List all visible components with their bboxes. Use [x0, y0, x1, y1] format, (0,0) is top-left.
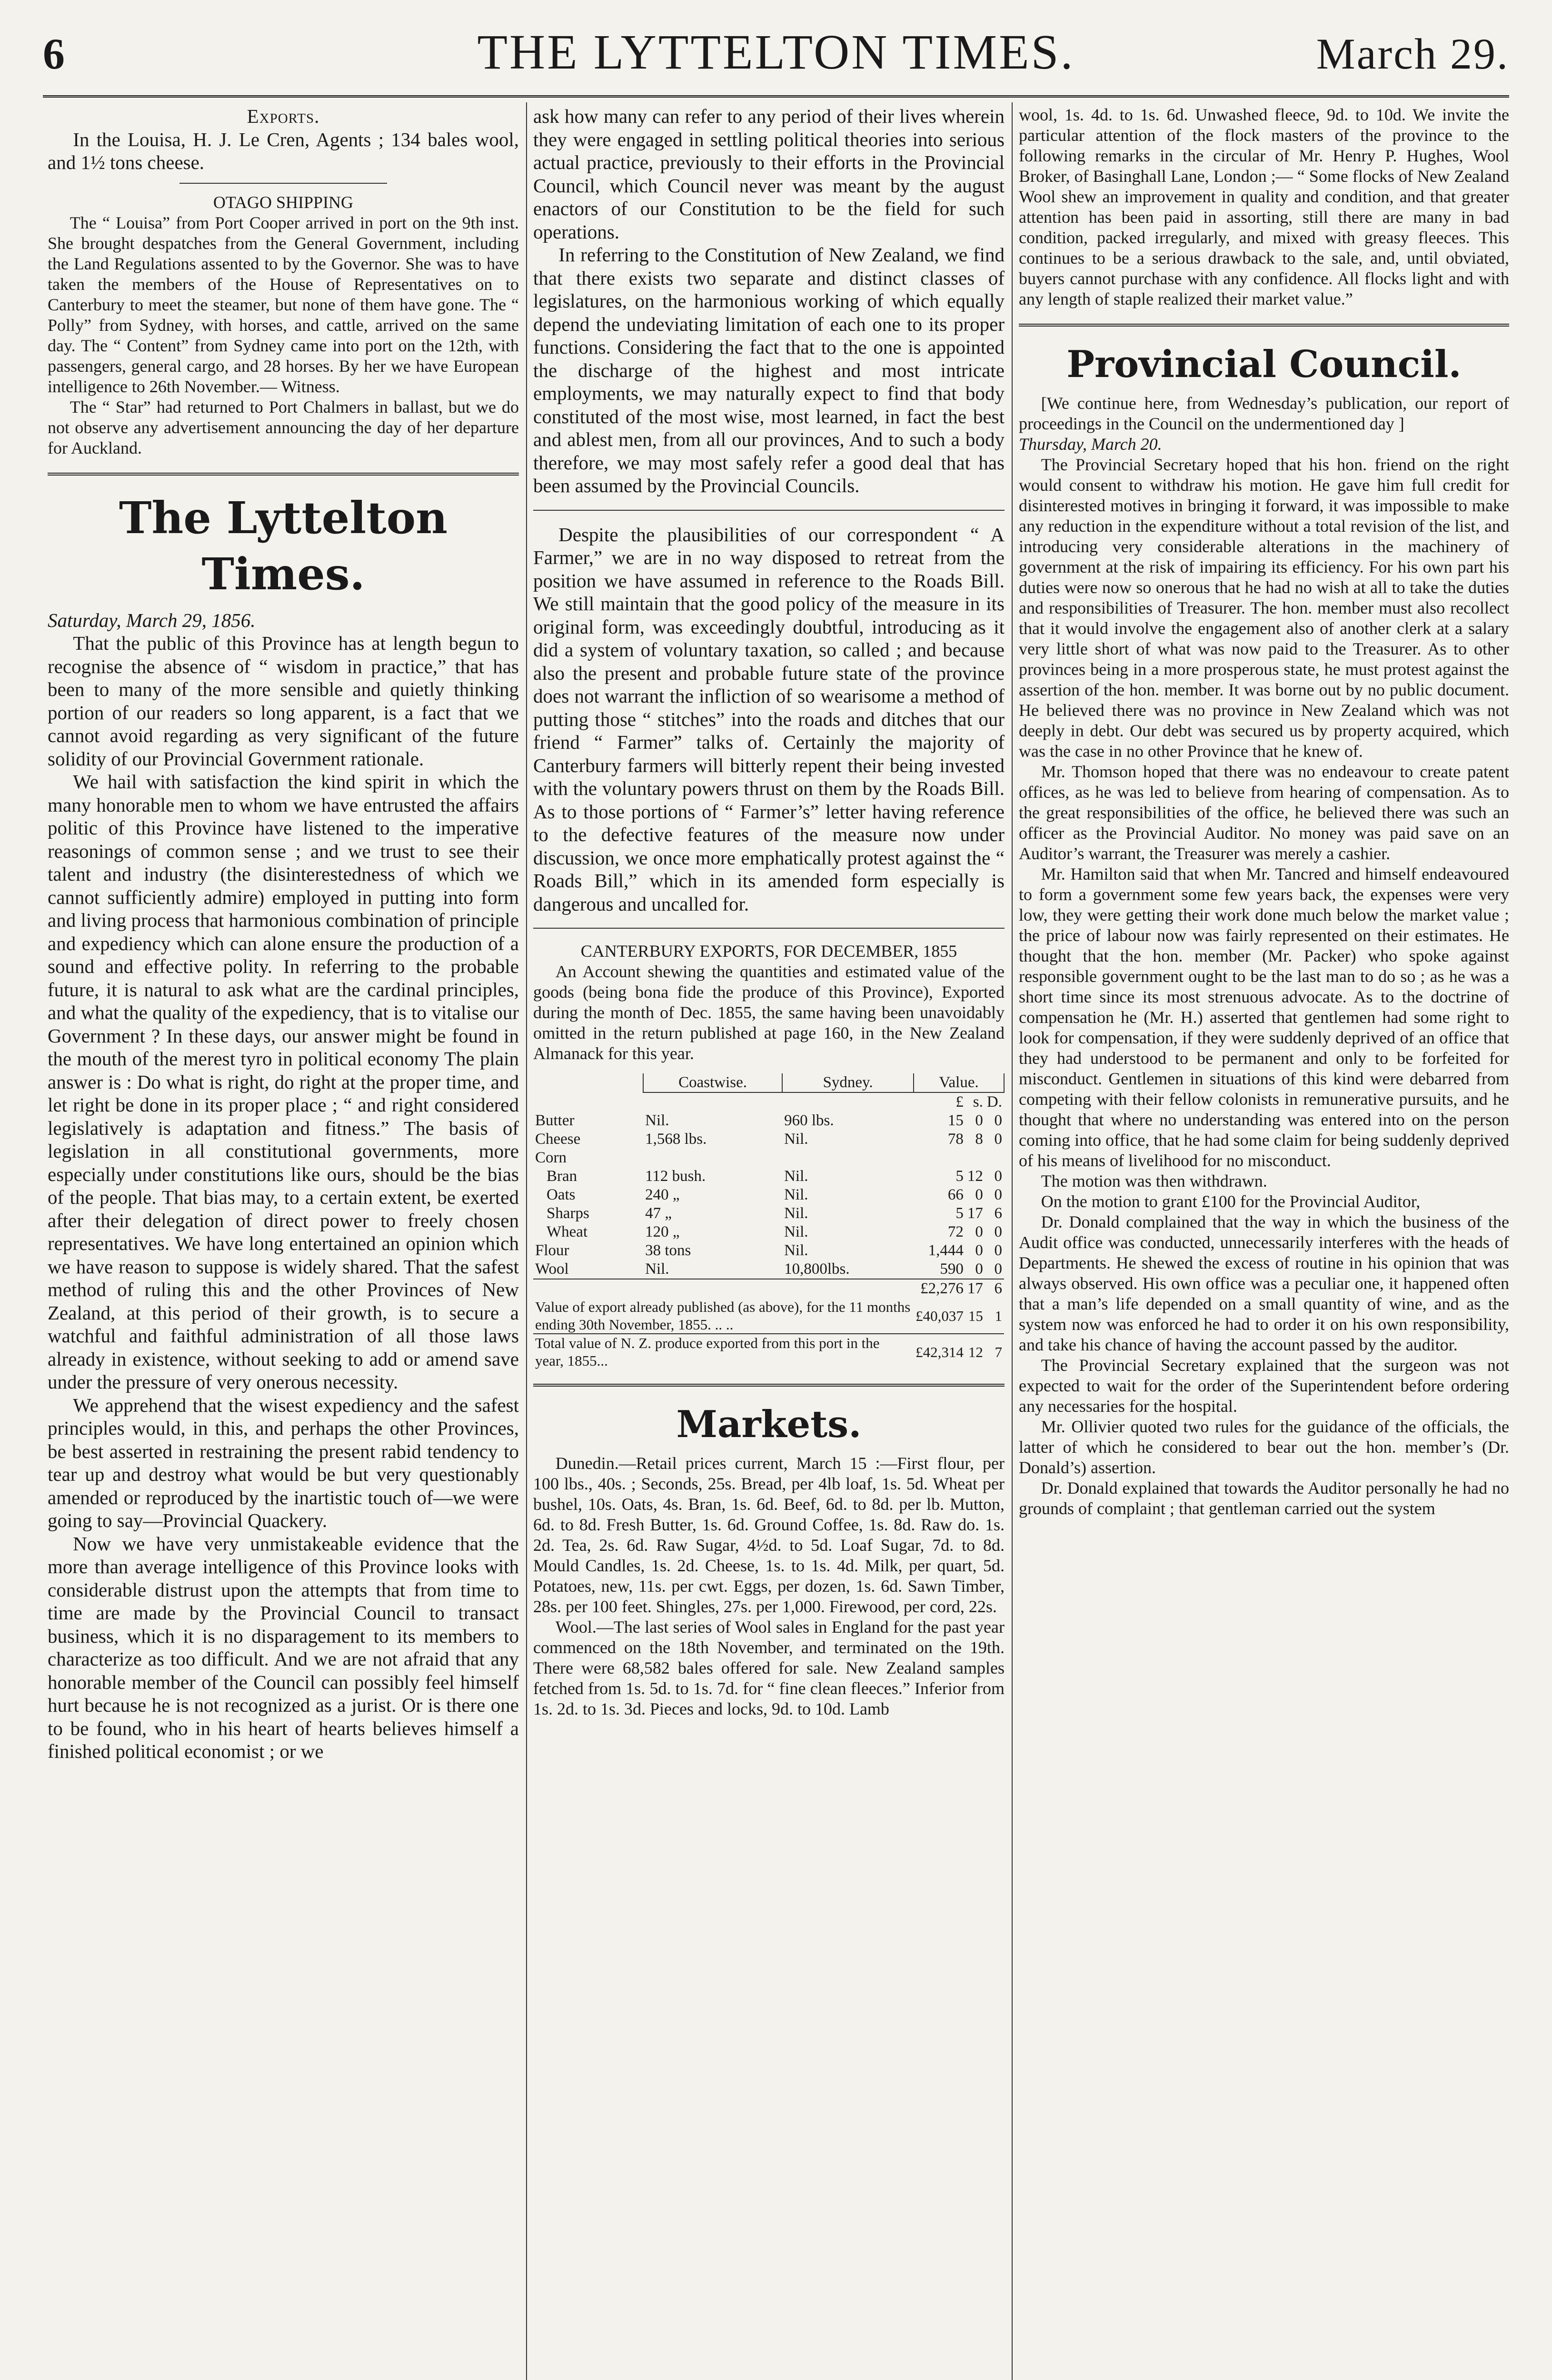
- column-divider: [1012, 102, 1013, 2380]
- col-header-coastwise: Coastwise.: [643, 1073, 782, 1092]
- council-paragraph: Dr. Donald complained that the way in which the business of the Audit office was conducted, unnecessarily interferes with the heads of Departments. He shewed the excess of routine in his opinion that was always observed. His own office was a peculiar one, it happened often that a man’s life depended on a small quantity of wine, and as the system now was enforced he had to order it on his own responsibility, and take his chance of having the account passed by the auditor.: [1019, 1212, 1509, 1354]
- table-cell-item: Oats: [547, 1186, 576, 1203]
- council-paragraph: On the motion to grant £100 for the Provincial Auditor,: [1041, 1192, 1421, 1211]
- double-rule: [48, 473, 519, 476]
- table-header-row: [533, 1073, 1004, 1092]
- table-cell-item: Flour: [535, 1242, 569, 1259]
- council-intro: [We continue here, from Wednesday’s publication, our report of proceedings in the Council on the undermentioned day ]: [1019, 394, 1509, 433]
- council-paragraph: Dr. Donald explained that towards the Auditor personally he had no grounds of complaint ; that gentleman carried out the system: [1019, 1478, 1509, 1518]
- editorial-paragraph: Now we have very unmistakeable evidence that the more than average intelligence of this Province looks with considerable distrust upon the attempts that from time to time are made by the Provincial Council to transact business, which it is no disparagement to its members to characterize as too difficult. And we are not afraid that any honorable member of the Council can possibly feel himself hurt because he is not recognized as a jurist. Or is there one to be found, who in his heart of hearts believes himself a finished political economist ; or we: [48, 1532, 519, 1762]
- table-cell-d: 0: [994, 1186, 1002, 1203]
- total-shillings: 12: [965, 1334, 985, 1369]
- column-2: [533, 105, 1005, 2380]
- editorial-paragraph: ask how many can refer to any period of their lives wherein they were engaged in settling political theories into serious actual practice, previously to their efforts in the Provincial Council, which Council never was meant by the august enactors of our Constitution to be the field for such operations.: [533, 105, 1005, 243]
- markets-wool: Wool.—The last series of Wool sales in England for the past year commenced on the 18th November, and terminated on the 19th. There were 68,582 bales offered for sale. New Zealand samples fetched from 1s. 5d. to 1s. 7d. for “ fine clean fleeces.” Inferior from 1s. 2d. to 1s. 3d. Pieces and locks, 9d. to 10d. Lamb: [533, 1617, 1005, 1718]
- exports-heading: Exports.: [247, 105, 320, 127]
- table-cell-item: Wool: [535, 1260, 569, 1278]
- table-cell-d: 0: [994, 1130, 1002, 1148]
- wool-paragraph: wool, 1s. 4d. to 1s. 6d. Unwashed fleece, 9d. to 10d. We invite the particular attention of the flock masters of the province to the following remarks in the circular of Mr. Henry P. Hughes, Wool Broker, of Basinghall Lane, London ;— “ Some flocks of New Zealand Wool shew an improvement in quality and condition, and that greater attention has been paid in assorting, still there are many in bad condition, packed irregularly, and mixed with greasy fleeces. This continues to be a serious drawback to the sale, and, until obviated, buyers cannot purchase with any confidence. All flocks light and with any length of staple realized their market value.”: [1019, 105, 1509, 308]
- table-cell-coastwise: 112 bush.: [645, 1168, 706, 1185]
- table-cell-coastwise: 240 „: [645, 1186, 680, 1203]
- table-cell-l: 5: [955, 1205, 964, 1222]
- star-text: The “ Star” had returned to Port Chalmers in ballast, but we do not observe any advertisement announcing the day of her departure for Auckland.: [48, 397, 519, 457]
- total-pence: 7: [985, 1334, 1004, 1369]
- editorial-paragraph: We apprehend that the wisest expediency and the safest principles would, in this, and perhaps the other Provinces, be best asserted in restraining the present rabid tendency to tear up and destroy what would be but very questionably amended or reproduced by the inartistic touch of—we were going to say—Provincial Quackery.: [48, 1394, 519, 1531]
- editorial-masthead-title: The Lyttelton Times.: [119, 492, 448, 600]
- table-cell-coastwise: Nil.: [645, 1260, 669, 1278]
- editorial-dateline: Saturday, March 29, 1856.: [48, 609, 256, 631]
- table-cell-item: Corn: [535, 1149, 567, 1166]
- table-row: [533, 1241, 1004, 1260]
- table-cell-s: 8: [975, 1130, 983, 1148]
- table-cell-d: 0: [994, 1260, 1002, 1278]
- divider: [179, 183, 387, 184]
- editorial-paragraph: That the public of this Province has at length begun to recognise the absence of “ wisdom in practice,” that has been to many of the more sensible and quietly thinking portion of our readers so long apparent, is a fact that we cannot avoid regarding as very significant of the future solidity of our Provincial Government rationale.: [48, 632, 519, 770]
- table-cell-d: 0: [994, 1223, 1002, 1240]
- table-cell-s: 0: [975, 1186, 983, 1203]
- masthead-rule: [43, 95, 1509, 98]
- table-row: [533, 1260, 1004, 1279]
- table-cell-coastwise: 38 tons: [645, 1242, 691, 1259]
- column-1: [48, 105, 519, 2380]
- table-cell-s: [965, 1149, 985, 1167]
- table-cell-d: 0: [994, 1112, 1002, 1129]
- currency-pence: D.: [986, 1093, 1002, 1111]
- previous-shillings: 15: [968, 1307, 983, 1324]
- table-cell-coastwise: 1,568 lbs.: [645, 1130, 707, 1148]
- table-cell-sydney: Nil.: [784, 1168, 808, 1185]
- council-paragraph: Mr. Hamilton said that when Mr. Tancred and himself endeavoured to form a government some few years back, the expenses were very low, they were getting their work done much below the market value ; the price of labour now was fairly represented on their estimates. He thought that the hon. member (Mr. Packer) who spoke against responsible government ought to be the last man to do so ; as he was a short time since its most strenuous advocate. As to the doctrine of compensation he (Mr. H.) asserted that gentlemen had some right to look for compensation, if they were suddenly deprived of an office that they had understood to be permanent and only to be forfeited for misconduct. Gentlemen in situations of this kind were debarred from competing with their fellow colonists in remunerative pursuits, and he thought that where no understanding was entered into on the person coming into office, that he had some claim for being suddenly deprived of his means of livelihood for no misconduct.: [1019, 864, 1509, 1170]
- table-cell-s: 0: [975, 1112, 983, 1129]
- otago-text: The “ Louisa” from Port Cooper arrived in port on the 9th inst. She brought despatches from the General Government, including the Land Regulations assented to by the Governor. She was to have taken the members of the House of Representatives on to Canterbury to meet the steamer, but none of them have gone. The “ Polly” from Sydney, with horses, and cattle, arrived on the same day. The “ Content” from Sydney came into port on the 12th, with passengers, general cargo, and 28 horses. By her we have European intelligence to 26th November.— Witness.: [48, 213, 519, 396]
- table-cell-coastwise: Nil.: [645, 1112, 669, 1129]
- table-cell-sydney: Nil.: [784, 1186, 808, 1203]
- table-cell-l: 1,444: [928, 1242, 964, 1259]
- table-cell-item: Butter: [535, 1112, 575, 1129]
- table-cell-l: 15: [947, 1112, 964, 1129]
- table-cell-l: 72: [947, 1223, 964, 1240]
- page-number: 6: [43, 30, 65, 78]
- table-cell-sydney: Nil.: [784, 1223, 808, 1240]
- total-exports-row: [533, 1334, 1004, 1369]
- table-cell-item: Sharps: [547, 1205, 589, 1222]
- table-cell-l: [914, 1149, 965, 1167]
- otago-heading: OTAGO SHIPPING: [213, 192, 354, 212]
- total-exports-label: Total value of N. Z. produce exported from this port in the year, 1855...: [533, 1334, 914, 1369]
- currency-pounds: £: [955, 1093, 964, 1111]
- subtotal-row: [533, 1279, 1004, 1298]
- previous-exports-row: [533, 1298, 1004, 1334]
- markets-heading: Markets.: [676, 1403, 862, 1446]
- table-row: [533, 1149, 1004, 1167]
- double-rule: [533, 1384, 1005, 1387]
- roads-bill-paragraph: Despite the plausibilities of our correspondent “ A Farmer,” we are in no way disposed to retreat from the position we have assumed in reference to the Roads Bill. We still maintain that the good policy of the measure in its original form, was exceedingly doubtful, introducing as it did a system of voluntary taxation, so called ; and because also the present and probable future state of the province does not warrant the infliction of so wearisome a method of putting those “ stitches” into the roads and ditches that our friend “ Farmer” talks of. Certainly the majority of Canterbury farmers will bitterly repent their being invested with the voluntary powers thrust on them by the Roads Bill. As to those portions of “ Farmer’s” letter having reference to the defective features of the measure now under discussion, we once more emphatically protest against the “ Roads Bill,” which in its amended form especially is dangerous and uncalled for.: [533, 523, 1005, 915]
- table-cell-sydney: [782, 1149, 914, 1167]
- council-paragraph: The motion was then withdrawn.: [1041, 1171, 1267, 1190]
- divider: [533, 510, 1005, 511]
- total-pounds: £42,314: [914, 1334, 965, 1369]
- table-cell-l: 590: [940, 1260, 964, 1278]
- council-dateline: Thursday, March 20.: [1019, 435, 1162, 454]
- council-paragraph: Mr. Ollivier quoted two rules for the guidance of the officials, the latter of which he considered to bear out the hon. member’s (Dr. Donald’s) assertion.: [1019, 1417, 1509, 1477]
- table-cell-s: 17: [967, 1205, 983, 1222]
- table-row: [533, 1130, 1004, 1149]
- table-cell-item: Bran: [547, 1168, 577, 1185]
- table-row: [533, 1167, 1004, 1186]
- previous-pounds: £40,037: [915, 1307, 964, 1324]
- markets-dunedin: Dunedin.—Retail prices current, March 15 :—First flour, per 100 lbs., 40s. ; Seconds, 25s. Bread, per 4lb loaf, 1s. 5d. Wheat per bushel, 10s. Oats, 4s. Bran, 1s. 6d. Beef, 6d. to 8d. per lb. Mutton, 6d. to 8d. Fresh Butter, 1s. 6d. Ground Coffee, 1s. 8d. Raw do. 1s. 2d. Tea, 2s. 6d. Raw Sugar, 4½d. to 5d. Loaf Sugar, 7d. to 8d. Mould Candles, 1s. 2d. Cheese, 1s. to 1s. 4d. Milk, per quart, 5d. Potatoes, new, 11s. per cwt. Eggs, per dozen, 1s. 6d. Sawn Timber, 28s. per 100 feet. Shingles, 27s. per 1,000. Firewood, per cord, 22s.: [533, 1454, 1005, 1616]
- column-divider: [526, 102, 527, 2380]
- council-paragraph: The Provincial Secretary explained that the surgeon was not expected to wait for the order of the Superintendent before ordering any necessaries for the hospital.: [1019, 1356, 1509, 1416]
- editorial-paragraph: In referring to the Constitution of New Zealand, we find that there exists two separate and distinct classes of legislatures, on the harmonious working of which equally depend the undeviating limitation of each one to its proper functions. Considering the fact that to the one is appointed the discharge of the highest and most intricate employments, we may naturally expect to find that body constituted of the most wise, most learned, in fact the best and ablest men, from all our provinces, And to such a body therefore, we may most safely refer a good deal that has been assumed by the Provincial Councils.: [533, 244, 1005, 496]
- table-cell-d: 6: [994, 1205, 1002, 1222]
- table-cell-l: 5: [955, 1168, 964, 1185]
- currency-row: [533, 1092, 1004, 1111]
- exports-text: In the Louisa, H. J. Le Cren, Agents ; 134 bales wool, and 1½ tons cheese.: [48, 128, 519, 173]
- table-cell-sydney: Nil.: [784, 1130, 808, 1148]
- table-cell-sydney: Nil.: [784, 1205, 808, 1222]
- previous-exports-label: Value of export already published (as above), for the 11 months ending 30th November, 1855. .. ..: [535, 1299, 911, 1333]
- table-cell-coastwise: [643, 1149, 782, 1167]
- newspaper-title: THE LYTTELTON TIMES.: [477, 25, 1075, 79]
- table-cell-item: Cheese: [535, 1130, 581, 1148]
- canterbury-exports-heading: CANTERBURY EXPORTS, FOR DECEMBER, 1855: [580, 942, 957, 961]
- council-paragraph: Mr. Thomson hoped that there was no endeavour to create patent offices, as he was led to believe from hearing of compensation. As to the great responsibilities of the office, he believed there was such an officer as the Provincial Auditor. No money was paid save on an Auditor’s warrant, the Treasurer was merely a cashier.: [1019, 762, 1509, 863]
- table-cell-s: 0: [975, 1260, 983, 1278]
- table-cell-s: 0: [975, 1223, 983, 1240]
- canterbury-exports-intro: An Account shewing the quantities and estimated value of the goods (being bona fide the produce of this Province), Exported during the month of Dec. 1855, the same having been unavoidably omitted in the return published at page 160, in the New Zealand Almanack for this year.: [533, 962, 1005, 1063]
- table-cell-l: 78: [947, 1130, 964, 1148]
- table-row: [533, 1204, 1004, 1223]
- table-row: [533, 1111, 1004, 1130]
- table-cell-d: [985, 1149, 1004, 1167]
- table-row: [533, 1223, 1004, 1241]
- currency-shillings: s.: [973, 1093, 983, 1111]
- table-cell-coastwise: 47 „: [645, 1205, 672, 1222]
- council-paragraph: The Provincial Secretary hoped that his hon. friend on the right would consent to withdraw his motion. He gave him full credit for disinterested motives in bringing it forward, it was impossible to make any reduction in the expenditure without a total revision of the list, and introducing very considerable alterations in the machinery of government at the risk of impairing its efficiency. For his own part his duties were now so onerous that he had no wish at all to take the duties and responsibilities of Treasurer. The hon. member must also recollect that it would involve the engagement also of another clerk at a salary very little short of what was now paid to the Treasurer. As to other provinces being in a more prosperous state, he must protest against the assertion of the hon. member. It was borne out by no public document. He believed there was no province in New Zealand which was not deeply in debt. Our debt was secured us by property acquired, which was the case in no other Province that he knew of.: [1019, 455, 1509, 761]
- subtotal-shillings: 17: [965, 1279, 985, 1298]
- provincial-council-heading: Provincial Council.: [1066, 343, 1462, 386]
- column-3: [1019, 105, 1509, 2380]
- table-cell-d: 0: [994, 1168, 1002, 1185]
- issue-date: March 29.: [1316, 30, 1509, 78]
- masthead: [43, 24, 1509, 90]
- table-cell-l: 66: [947, 1186, 964, 1203]
- divider: [533, 928, 1005, 929]
- table-cell-d: 0: [994, 1242, 1002, 1259]
- previous-pence: 1: [995, 1307, 1002, 1324]
- table-cell-sydney: 960 lbs.: [784, 1112, 834, 1129]
- exports-table: [533, 1073, 1005, 1369]
- subtotal-pounds: £2,276: [914, 1279, 965, 1298]
- table-cell-sydney: 10,800lbs.: [784, 1260, 850, 1278]
- table-cell-item: Wheat: [547, 1223, 588, 1240]
- subtotal-pence: 6: [985, 1279, 1004, 1298]
- double-rule: [1019, 324, 1509, 327]
- col-header-value: Value.: [914, 1073, 1004, 1092]
- table-cell-s: 0: [975, 1242, 983, 1259]
- col-header-sydney: Sydney.: [782, 1073, 914, 1092]
- table-cell-s: 12: [967, 1168, 983, 1185]
- editorial-paragraph: We hail with satisfaction the kind spirit in which the many honorable men to whom we have entrusted the affairs politic of this Province have listened to the imperative reasonings of common sense ; and we trust to see their talent and industry (the disinterestedness of which we cannot sufficiently admire) employed in putting into form and living process that harmonious combination of principle and expediency which can alone ensure the production of a sound and effective polity. In referring to the probable future, it is natural to ask what are the cardinal principles, and what the quality of the expediency, that is to vitalise our Government ? In these days, our answer might be found in the mouth of the merest tyro in political economy The plain answer is : Do what is right, do right at the proper time, and let right be done in its proper place ; “ and right considered legislatively is adaptation and fitness.” The basis of legislation in all constitutional governments, more especially under constitutions like ours, should be the bias of the people. That bias may, to a certain extent, be exerted after their delegation of direct power to freely chosen representatives. We have long entertained an opinion which we have reason to suppose is widely shared. That the safest method of ruling this and the other Provinces of New Zealand, at this period of their growth, is to secure a watchful and faithful administration of all those laws already in existence, without seeking to add or amend save under the pressure of very onerous necessity.: [48, 771, 519, 1393]
- table-cell-sydney: Nil.: [784, 1242, 808, 1259]
- table-cell-coastwise: 120 „: [645, 1223, 680, 1240]
- table-row: [533, 1186, 1004, 1204]
